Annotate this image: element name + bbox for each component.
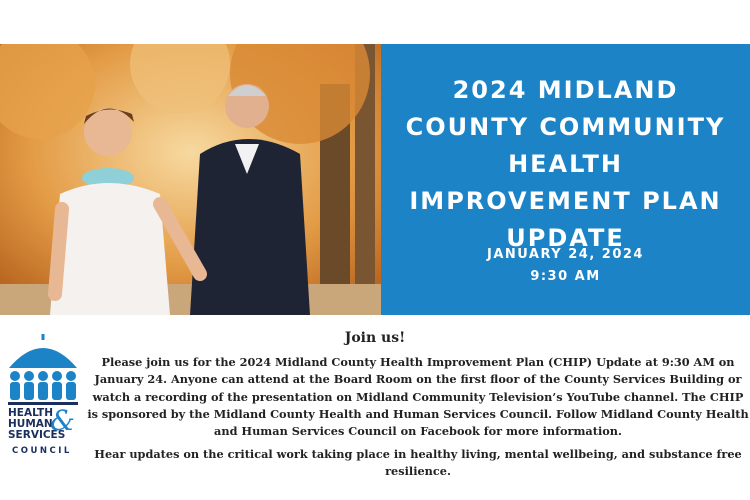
event-topics: Hear updates on the critical work taking place in healthy living, mental wellbeing, and substance free resilience. [94,447,742,478]
logo-line-services: SERVICES [8,429,66,441]
event-date: JANUARY 24, 2024 [487,247,644,262]
joggers-illustration [0,44,381,315]
logo-line-health: HEALTH [8,407,53,419]
event-datetime [381,244,750,288]
event-title: 2024 MIDLAND COUNTY COMMUNITY HEALTH IMPROVEMENT PLAN UPDATE [405,76,726,252]
event-description: Please join us for the 2024 Midland County Health Improvement Plan (CHIP) Update at 9:30 AM on January 24. Anyone can attend at the Board Room on the first floor of the County Services Building or watch a recording of the presentation on Midland Community Television’s YouTube channel. The CHIP is sponsored by the Midland County Health and Human Services Council. Follow Midland County Health and Human Services Council on Facebook for more information. [87,355,749,439]
logo-line-human: HUMAN [8,418,53,430]
council-logo [4,332,82,460]
event-time: 9:30 AM [530,269,601,284]
logo-council: COUNCIL [12,446,72,456]
join-heading: Join us! [344,330,406,346]
title-panel [381,44,750,315]
hero-photo [0,44,381,315]
logo-ampersand: & [50,404,75,437]
